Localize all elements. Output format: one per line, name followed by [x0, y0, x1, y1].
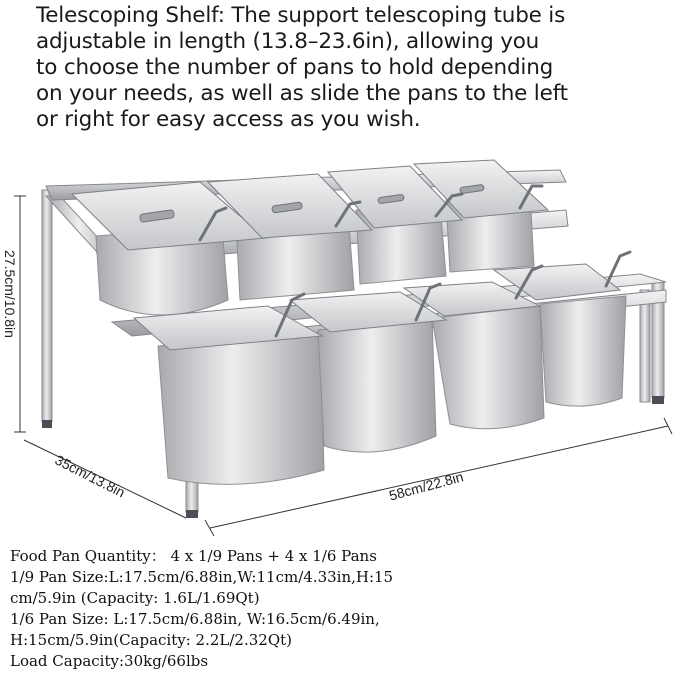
headline-line: on your needs, as well as slide the pans to the left: [36, 81, 568, 106]
foot: [652, 396, 664, 404]
pan-lower-1: [158, 332, 324, 484]
pan-lower-4: [540, 296, 626, 406]
headline-line: adjustable in length (13.8–23.6in), allowing you: [36, 29, 540, 54]
spec-load-capacity: Load Capacity:30kg/66lbs: [10, 652, 209, 670]
spec-1-6-pan-size: 1/6 Pan Size: L:17.5cm/6.88in, W:16.5cm/6.49in,: [10, 610, 380, 628]
width-dimension-label: 58cm/22.8in: [387, 468, 466, 504]
foot: [186, 510, 198, 518]
height-dimension-label: 27.5cm/10.8in: [2, 250, 18, 338]
spec-1-6-pan-size-cont: H:15cm/5.9in(Capacity: 2.2L/2.32Qt): [10, 631, 292, 649]
depth-dimension-label: 35cm/13.8in: [52, 451, 128, 501]
spec-pan-quantity: Food Pan Quantity： 4 x 1/9 Pans + 4 x 1/6 Pans: [10, 547, 377, 565]
pan-lower-2: [318, 318, 436, 452]
pan-lower-3: [432, 306, 544, 429]
frame-leg-back-left: [42, 190, 52, 422]
headline-line: Telescoping Shelf: The support telescoping tube is: [36, 3, 566, 28]
spec-1-9-pan-size: 1/9 Pan Size:L:17.5cm/6.88in,W:11cm/4.33in,H:15: [10, 568, 394, 586]
foot: [42, 420, 52, 428]
headline-line: or right for easy access as you wish.: [36, 107, 421, 132]
spec-1-9-pan-size-cont: cm/5.9in (Capacity: 1.6L/1.69Qt): [10, 589, 260, 607]
spec-list: [10, 546, 675, 672]
headline-line: to choose the number of pans to hold depending: [36, 55, 554, 80]
frame-leg-back-right: [640, 290, 650, 402]
